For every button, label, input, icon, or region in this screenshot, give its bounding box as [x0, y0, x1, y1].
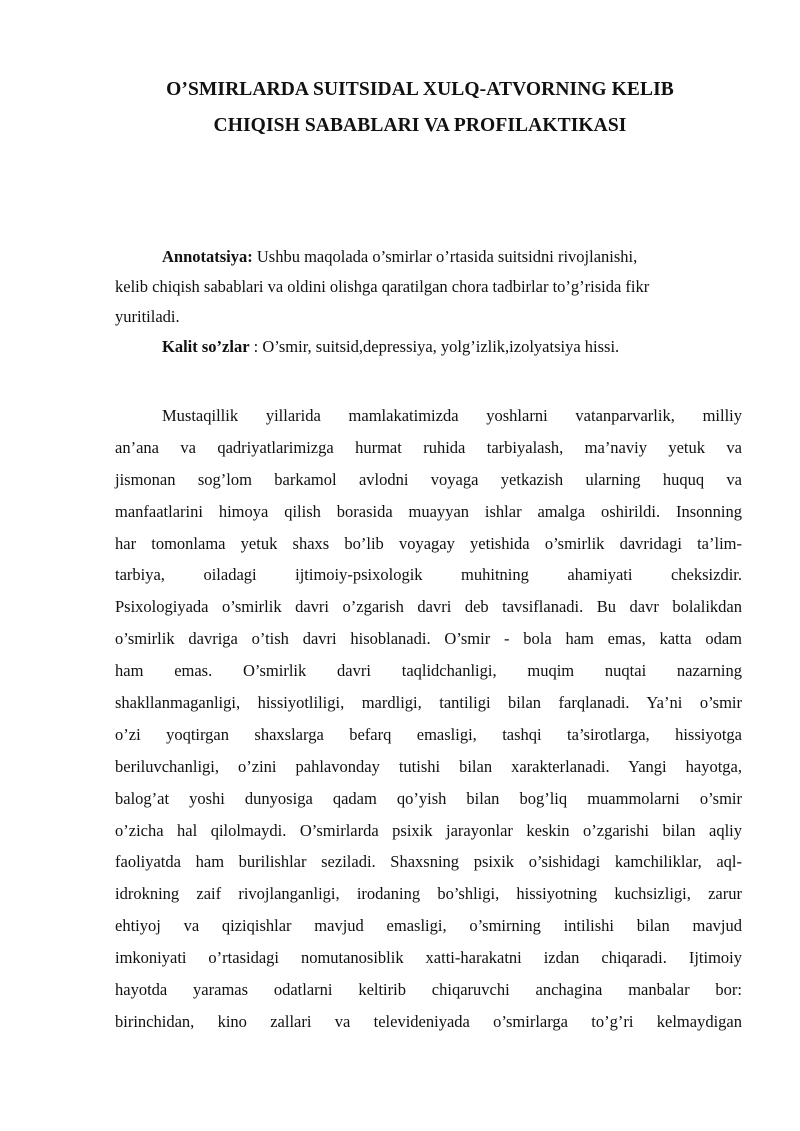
body-line: har tomonlama yetuk shaxs bo’lib voyagay yetishida o’smirlik davridagi ta’lim- — [115, 533, 742, 553]
body-line: manfaatlarini himoya qilish borasida muayyan ishlar amalga oshirildi. Insonning — [115, 501, 742, 521]
body-line: faoliyatda ham burilishlar seziladi. Shaxsning psixik o’sishidagi kamchiliklar, aql- — [115, 852, 742, 872]
title-line-1: O’SMIRLARDA SUITSIDAL XULQ-ATVORNING KELIB — [166, 79, 674, 100]
body-line: ham emas. O’smirlik davri taqlidchanligi, muqim nuqtai nazarning — [115, 661, 742, 681]
keywords-text: : O’smir, suitsid,depressiya, yolg’izlik,izolyatsiya hissi. — [249, 337, 620, 356]
body-line: tarbiya, oiladagi ijtimoiy-psixologik muhitning ahamiyati cheksizdir. — [115, 565, 742, 585]
abstract-line-2: kelib chiqish sabablari va oldini olishga qaratilgan chora tadbirlar to’g’risida fikr — [115, 277, 650, 296]
keywords-line — [115, 332, 735, 362]
body-line: balog’at yoshi dunyosiga qadam qo’yish bilan bog’liq muammolarni o’smir — [115, 788, 742, 808]
body-line: Psixologiyada o’smirlik davri o’zgarish davri deb tavsiflanadi. Bu davr bolalikdan — [115, 597, 742, 617]
body-line: Mustaqillik yillarida mamlakatimizda yoshlarni vatanparvarlik, milliy — [162, 406, 742, 425]
abstract-text-1: Ushbu maqolada o’smirlar o’rtasida suitsidni rivojlanishi, — [252, 247, 638, 266]
abstract-section — [115, 242, 735, 362]
body-line: imkoniyati o’rtasidagi nomutanosiblik xatti-harakatni izdan chiqaradi. Ijtimoiy — [115, 948, 742, 968]
body-line: ehtiyoj va qiziqishlar mavjud emasligi, o’smirning intilishi bilan mavjud — [115, 916, 742, 936]
body-line: hayotda yaramas odatlarni keltirib chiqaruvchi anchagina manbalar bor: — [115, 980, 742, 1000]
abstract-line-1 — [115, 242, 735, 272]
body-line: idrokning zaif rivojlanganligi, irodaning bo’shligi, hissiyotning kuchsizligi, zarur — [115, 884, 742, 904]
body-line: birinchidan, kino zallari va televideniyada o’smirlarga to’g’ri kelmaydigan — [115, 1011, 742, 1031]
keywords-label: Kalit so’zlar — [162, 337, 250, 356]
body-line: jismonan sog’lom barkamol avlodni voyaga yetkazish ularning huquq va — [115, 469, 742, 489]
body-paragraph — [115, 400, 742, 1038]
article-title — [110, 72, 730, 144]
title-line-2: CHIQISH SABABLARI VA PROFILAKTIKASI — [213, 115, 627, 136]
body-line: o’zicha hal qilolmaydi. O’smirlarda psixik jarayonlar keskin o’zgarishi bilan aqliy — [115, 820, 742, 840]
body-line: o’smirlik davriga o’tish davri hisoblanadi. O’smir - bola ham emas, katta odam — [115, 629, 742, 649]
body-line: beriluvchanligi, o’zini pahlavonday tutishi bilan xarakterlanadi. Yangi hayotga, — [115, 756, 742, 776]
abstract-label: Annotatsiya: — [162, 247, 253, 266]
body-line: an’ana va qadriyatlarimizga hurmat ruhida tarbiyalash, ma’naviy yetuk va — [115, 437, 742, 457]
abstract-line-3: yuritiladi. — [115, 307, 180, 326]
body-line: shakllanmaganligi, hissiyotliligi, mardligi, tantiligi bilan farqlanadi. Ya’ni o’smir — [115, 693, 742, 713]
body-line: o’zi yoqtirgan shaxslarga befarq emasligi, tashqi ta’sirotlarga, hissiyotga — [115, 724, 742, 744]
